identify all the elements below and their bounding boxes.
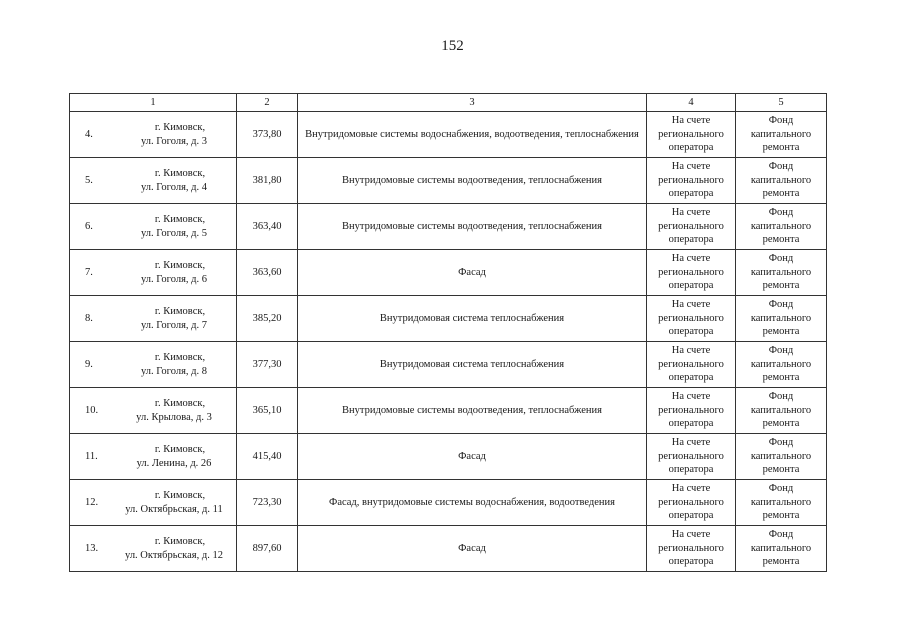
address-cell [70, 158, 237, 204]
address-city: г. Кимовск, [154, 306, 206, 318]
table-row [70, 480, 827, 526]
funding-source-cell: Фонд капитального ремонта [736, 204, 827, 250]
row-number: 7. [85, 266, 93, 278]
row-number: 10. [85, 404, 99, 416]
funding-source-cell: Фонд капитального ремонта [736, 342, 827, 388]
address-street: ул. Гоголя, д. 6 [141, 273, 207, 285]
capital-repair-table [69, 93, 827, 572]
area-cell: 363,40 [237, 204, 298, 250]
column-header: 2 [237, 94, 298, 112]
work-type-cell: Внутридомовые системы водоснабжения, водоотведения, теплоснабжения [298, 112, 647, 158]
address-street: ул. Октябрьская, д. 11 [125, 503, 223, 515]
column-header: 5 [736, 94, 827, 112]
account-cell: На счете регионального оператора [647, 480, 736, 526]
address-city: г. Кимовск, [154, 444, 206, 456]
funding-source-cell: Фонд капитального ремонта [736, 250, 827, 296]
funding-source-cell: Фонд капитального ремонта [736, 526, 827, 572]
funding-source-cell: Фонд капитального ремонта [736, 112, 827, 158]
table-row [70, 434, 827, 480]
area-cell: 381,80 [237, 158, 298, 204]
account-cell: На счете регионального оператора [647, 158, 736, 204]
area-cell: 723,30 [237, 480, 298, 526]
funding-source-cell: Фонд капитального ремонта [736, 296, 827, 342]
area-cell: 385,20 [237, 296, 298, 342]
row-number: 4. [85, 128, 93, 140]
address-street: ул. Гоголя, д. 3 [141, 135, 207, 147]
column-header: 1 [70, 94, 237, 112]
table-row [70, 204, 827, 250]
address-street: ул. Гоголя, д. 5 [141, 227, 207, 239]
work-type-cell: Фасад [298, 434, 647, 480]
column-header: 4 [647, 94, 736, 112]
address-city: г. Кимовск, [154, 398, 206, 410]
row-number: 8. [85, 312, 93, 324]
table-row [70, 158, 827, 204]
account-cell: На счете регионального оператора [647, 112, 736, 158]
table-row [70, 526, 827, 572]
table-row [70, 250, 827, 296]
table-row [70, 296, 827, 342]
address-city: г. Кимовск, [154, 490, 206, 502]
address-street: ул. Гоголя, д. 7 [141, 319, 207, 331]
address-cell [70, 204, 237, 250]
work-type-cell: Фасад [298, 526, 647, 572]
area-cell: 363,60 [237, 250, 298, 296]
address-city: г. Кимовск, [154, 260, 206, 272]
address-street: ул. Крылова, д. 3 [136, 411, 212, 423]
column-header: 3 [298, 94, 647, 112]
work-type-cell: Внутридомовая система теплоснабжения [298, 342, 647, 388]
address-street: ул. Ленина, д. 26 [136, 457, 212, 469]
work-type-cell: Фасад, внутридомовые системы водоснабжения, водоотведения [298, 480, 647, 526]
address-street: ул. Гоголя, д. 8 [141, 365, 207, 377]
table-row [70, 342, 827, 388]
address-city: г. Кимовск, [154, 122, 206, 134]
funding-source-cell: Фонд капитального ремонта [736, 480, 827, 526]
address-city: г. Кимовск, [154, 536, 206, 548]
address-street: ул. Гоголя, д. 4 [141, 181, 207, 193]
area-cell: 365,10 [237, 388, 298, 434]
address-cell [70, 296, 237, 342]
address-city: г. Кимовск, [154, 214, 206, 226]
work-type-cell: Внутридомовые системы водоотведения, теплоснабжения [298, 204, 647, 250]
row-number: 12. [85, 496, 99, 508]
work-type-cell: Внутридомовые системы водоотведения, теплоснабжения [298, 158, 647, 204]
account-cell: На счете регионального оператора [647, 204, 736, 250]
address-city: г. Кимовск, [154, 352, 206, 364]
work-type-cell: Фасад [298, 250, 647, 296]
address-cell [70, 388, 237, 434]
account-cell: На счете регионального оператора [647, 296, 736, 342]
area-cell: 897,60 [237, 526, 298, 572]
column-number-row [70, 94, 827, 112]
account-cell: На счете регионального оператора [647, 388, 736, 434]
table-row [70, 112, 827, 158]
row-number: 6. [85, 220, 93, 232]
address-city: г. Кимовск, [154, 168, 206, 180]
work-type-cell: Внутридомовая система теплоснабжения [298, 296, 647, 342]
address-cell [70, 480, 237, 526]
table-row [70, 388, 827, 434]
address-cell [70, 434, 237, 480]
funding-source-cell: Фонд капитального ремонта [736, 388, 827, 434]
account-cell: На счете регионального оператора [647, 250, 736, 296]
account-cell: На счете регионального оператора [647, 342, 736, 388]
address-cell [70, 250, 237, 296]
area-cell: 377,30 [237, 342, 298, 388]
address-cell [70, 112, 237, 158]
area-cell: 415,40 [237, 434, 298, 480]
row-number: 13. [85, 542, 99, 554]
account-cell: На счете регионального оператора [647, 526, 736, 572]
account-cell: На счете регионального оператора [647, 434, 736, 480]
page-number: 152 [441, 38, 464, 54]
address-street: ул. Октябрьская, д. 12 [125, 549, 223, 561]
address-cell [70, 342, 237, 388]
address-cell [70, 526, 237, 572]
row-number: 9. [85, 358, 93, 370]
area-cell: 373,80 [237, 112, 298, 158]
work-type-cell: Внутридомовые системы водоотведения, теплоснабжения [298, 388, 647, 434]
row-number: 11. [85, 450, 98, 462]
row-number: 5. [85, 174, 93, 186]
funding-source-cell: Фонд капитального ремонта [736, 434, 827, 480]
funding-source-cell: Фонд капитального ремонта [736, 158, 827, 204]
